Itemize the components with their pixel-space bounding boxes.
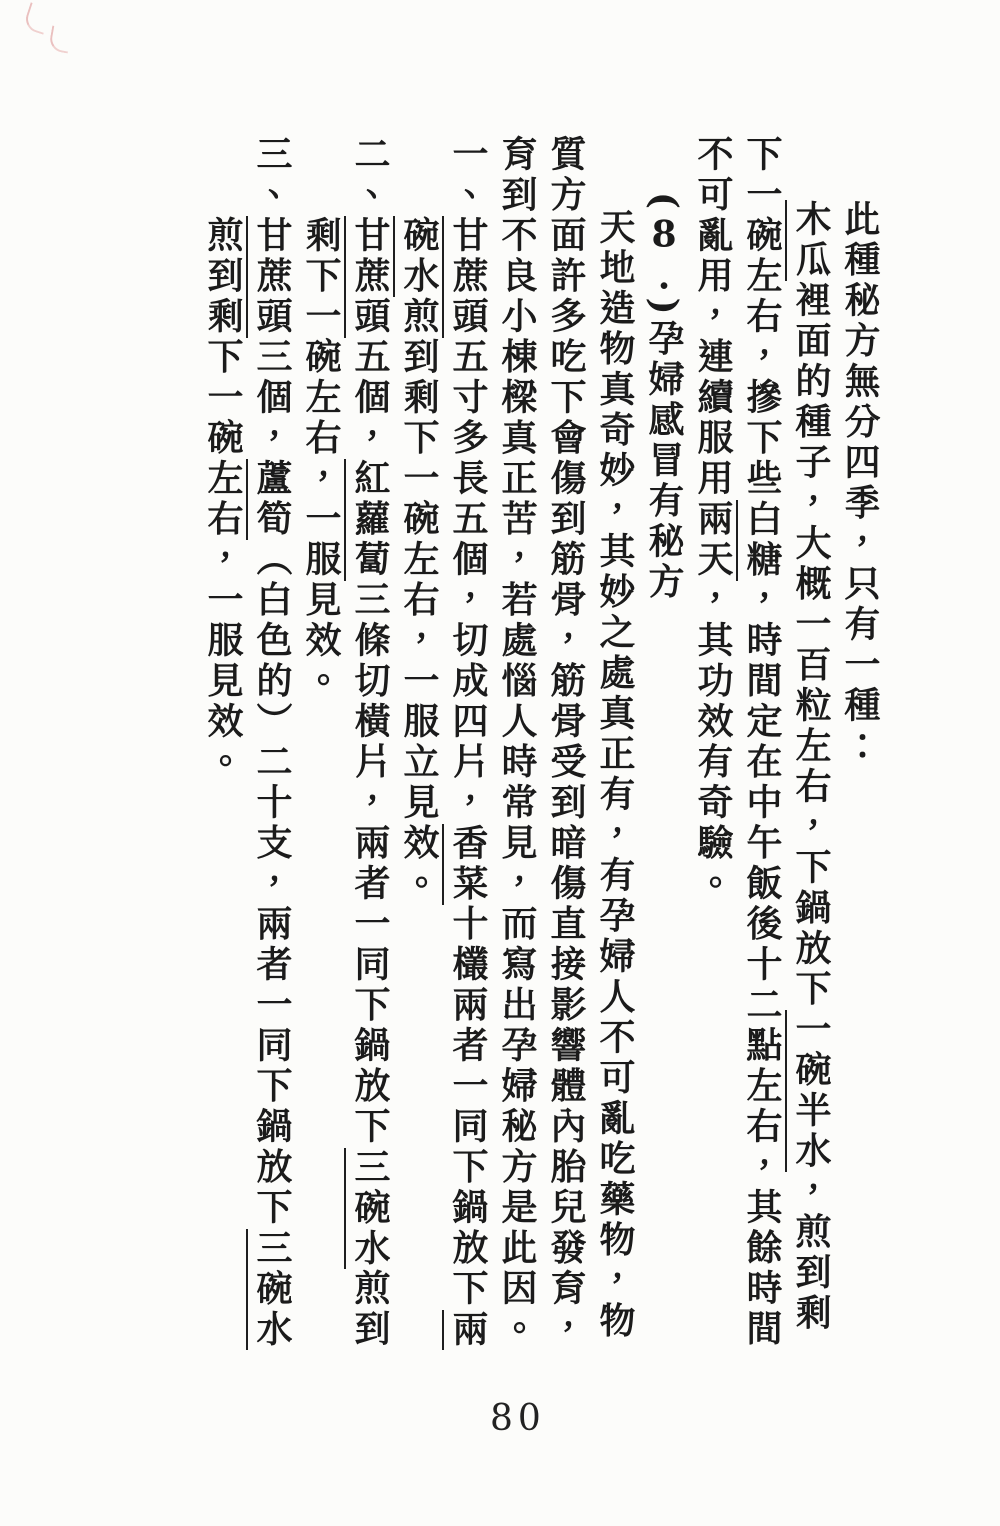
para-papaya-col2 [737,135,786,1385]
item3-col1 [247,135,296,1385]
para-papaya-col1 [786,135,835,1385]
para-pregnancy-col2 [541,135,590,1385]
text-run: 育到不良小棟樑真正苦，若處惱人時常見，而寫出孕婦秘方是此因。 [496,135,538,1350]
text-run: 孕婦感冒有秘方 [643,318,685,603]
item1-col2 [394,135,443,1385]
text-run: 此種秘方無分四季，只有一種： [839,199,881,767]
text-run: 煎到剩下一碗左右，一服見效。 [202,216,244,783]
text-run: 五個， [349,337,391,459]
section-number: 8. [643,213,685,298]
text-run: ，煎到剩 [790,1171,832,1334]
item1-col1 [443,135,492,1385]
emphasis-marked-text: 兩 [442,1310,489,1351]
section-title [639,135,688,1385]
text-run: 質方面許多吃下會傷到筋骨，筋骨受到暗傷直接影響體內胎兒發育， [545,135,587,1350]
text-run: 下一碗左右，摻下些 [741,135,783,500]
emphasis-marked-text: 三碗水 [344,1148,391,1270]
text-run: 裡面的種子，大概一百粒左右，下鍋放下 [790,280,832,1010]
item2-col1 [345,135,394,1385]
text-run: 三條切橫片，兩者一同下鍋放下 [349,580,391,1148]
text-run: ( [643,191,685,214]
para-pregnancy-col3 [492,135,541,1385]
text-run: 三個， [251,337,293,459]
text-run: 五寸多長五個，切成四片， [447,337,489,824]
text-run: 不可亂用，連續服用兩天，其功效有奇驗。 [692,135,734,905]
emphasis-marked-text: 一碗半水 [785,1010,832,1172]
emphasis-marked-text: 紅蘿蔔 [344,459,391,581]
text-run: （白色的）二十支，兩者一同下鍋放下 [251,540,293,1229]
para-pregnancy-col1 [590,135,639,1385]
emphasis-marked-text: 甘蔗頭 [344,216,391,338]
text-run: 二、 [349,135,391,216]
emphasis-marked-text: 碗水 [393,216,440,297]
item3-col2 [198,135,247,1385]
emphasis-marked-text: 蘆筍 [246,459,293,540]
emphasis-marked-text: 甘蔗頭 [246,216,293,338]
text-run: 三、 [251,135,293,216]
page-number: 80 [490,1398,546,1439]
para-intro-col1 [835,135,884,1385]
emphasis-marked-text: 甘蔗頭 [442,216,489,338]
text-run: ，時間定在中午飯後十二點左右，其餘時間 [741,580,783,1350]
emphasis-marked-text: 木瓜 [785,200,832,281]
text-columns [198,135,884,1385]
red-pencil-mark [22,2,51,34]
text-run: 剩下一碗左右，一服見效。 [300,216,342,702]
item2-col2 [296,135,345,1385]
red-pencil-mark [48,25,72,53]
text-run: 煎到 [349,1269,391,1350]
text-run: 煎到剩下一碗左右，一服立見效。 [398,297,440,905]
emphasis-marked-text: 香菜 [442,824,489,905]
emphasis-marked-text: 三碗水 [246,1229,293,1351]
text-run: ) [643,297,685,319]
text-run: 一、 [447,135,489,216]
emphasis-marked-text: 白糖 [736,500,783,581]
para-papaya-col3 [688,135,737,1385]
text-run: 十欉兩者一同下鍋放下 [447,904,489,1310]
text-run: 天地造物真奇妙，其妙之處真正有，有孕婦人不可亂吃藥物，物 [594,207,636,1342]
